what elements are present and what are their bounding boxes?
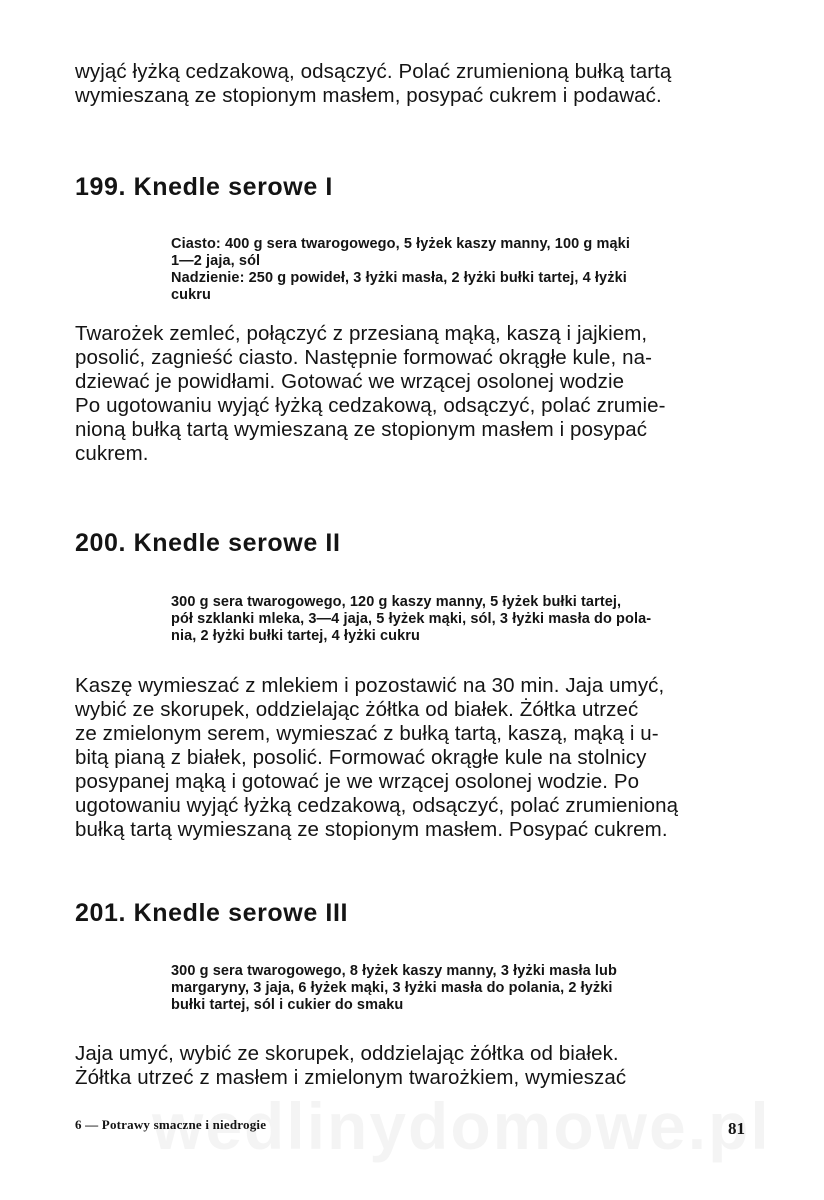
ingredient-line: margaryny, 3 jaja, 6 łyżek mąki, 3 łyżki masła do polania, 2 łyżki [171,980,613,996]
footer-signature: 6 — Potrawy smaczne i niedrogie [75,1117,267,1132]
ingredients-200 [171,594,761,645]
ingredient-line: Ciasto: 400 g sera twarogowego, 5 łyżek kaszy manny, 100 g mąki [171,236,630,252]
text-line: cukrem. [75,442,149,465]
page-number: 81 [728,1119,745,1138]
text-line: bitą pianą z białek, posolić. Formować okrągłe kule na stolnicy [75,746,647,769]
recipe-title-200: 200. Knedle serowe II [75,529,341,557]
ingredients-199 [171,236,761,304]
ingredient-line: Nadzienie: 250 g powideł, 3 łyżki masła, 2 łyżki bułki tartej, 4 łyżki [171,270,627,286]
ingredient-line: 1—2 jaja, sól [171,253,261,269]
recipe-title-199: 199. Knedle serowe I [75,173,333,201]
text-line: wymieszaną ze stopionym masłem, posypać cukrem i podawać. [75,84,662,107]
ingredient-line: nia, 2 łyżki bułki tartej, 4 łyżki cukru [171,628,420,644]
text-line: Żółtka utrzeć z masłem i zmielonym twarożkiem, wymieszać [75,1066,627,1089]
ingredients-201 [171,963,761,1014]
text-line: Po ugotowaniu wyjąć łyżką cedzakową, odsączyć, polać zrumie- [75,394,666,417]
instructions-201 [75,1042,755,1090]
text-line: Kaszę wymieszać z mlekiem i pozostawić na 30 min. Jaja umyć, [75,674,665,697]
instructions-199 [75,322,755,466]
text-line: wybić ze skorupek, oddzielając żółtka od białek. Żółtka utrzeć [75,698,639,721]
ingredient-line: bułki tartej, sól i cukier do smaku [171,997,404,1013]
continued-paragraph [75,60,755,108]
text-line: Twarożek zemleć, połączyć z przesianą mąką, kaszą i jajkiem, [75,322,648,345]
text-line: posolić, zagnieść ciasto. Następnie formować okrągłe kule, na- [75,346,653,369]
text-line: bułką tartą wymieszaną ze stopionym masłem. Posypać cukrem. [75,818,668,841]
text-line: posypanej mąką i gotować je we wrzącej osolonej wodzie. Po [75,770,640,793]
ingredient-line: pół szklanki mleka, 3—4 jaja, 5 łyżek mąki, sól, 3 łyżki masła do pola- [171,611,652,627]
ingredient-line: 300 g sera twarogowego, 120 g kaszy manny, 5 łyżek bułki tartej, [171,594,622,610]
text-line: ze zmielonym serem, wymieszać z bułką tartą, kaszą, mąką i u- [75,722,659,745]
text-line: ugotowaniu wyjąć łyżką cedzakową, odsączyć, polać zrumienioną [75,794,679,817]
text-line: nioną bułką tartą wymieszaną ze stopionym masłem i posypać [75,418,648,441]
text-line: wyjąć łyżką cedzakową, odsączyć. Polać zrumienioną bułką tartą [75,60,672,83]
ingredient-line: 300 g sera twarogowego, 8 łyżek kaszy manny, 3 łyżki masła lub [171,963,617,979]
text-line: dziewać je powidłami. Gotować we wrzącej osolonej wodzie [75,370,625,393]
ingredient-line: cukru [171,287,211,303]
text-line: Jaja umyć, wybić ze skorupek, oddzielając żółtka od białek. [75,1042,619,1065]
instructions-200 [75,674,755,842]
recipe-title-201: 201. Knedle serowe III [75,899,349,927]
